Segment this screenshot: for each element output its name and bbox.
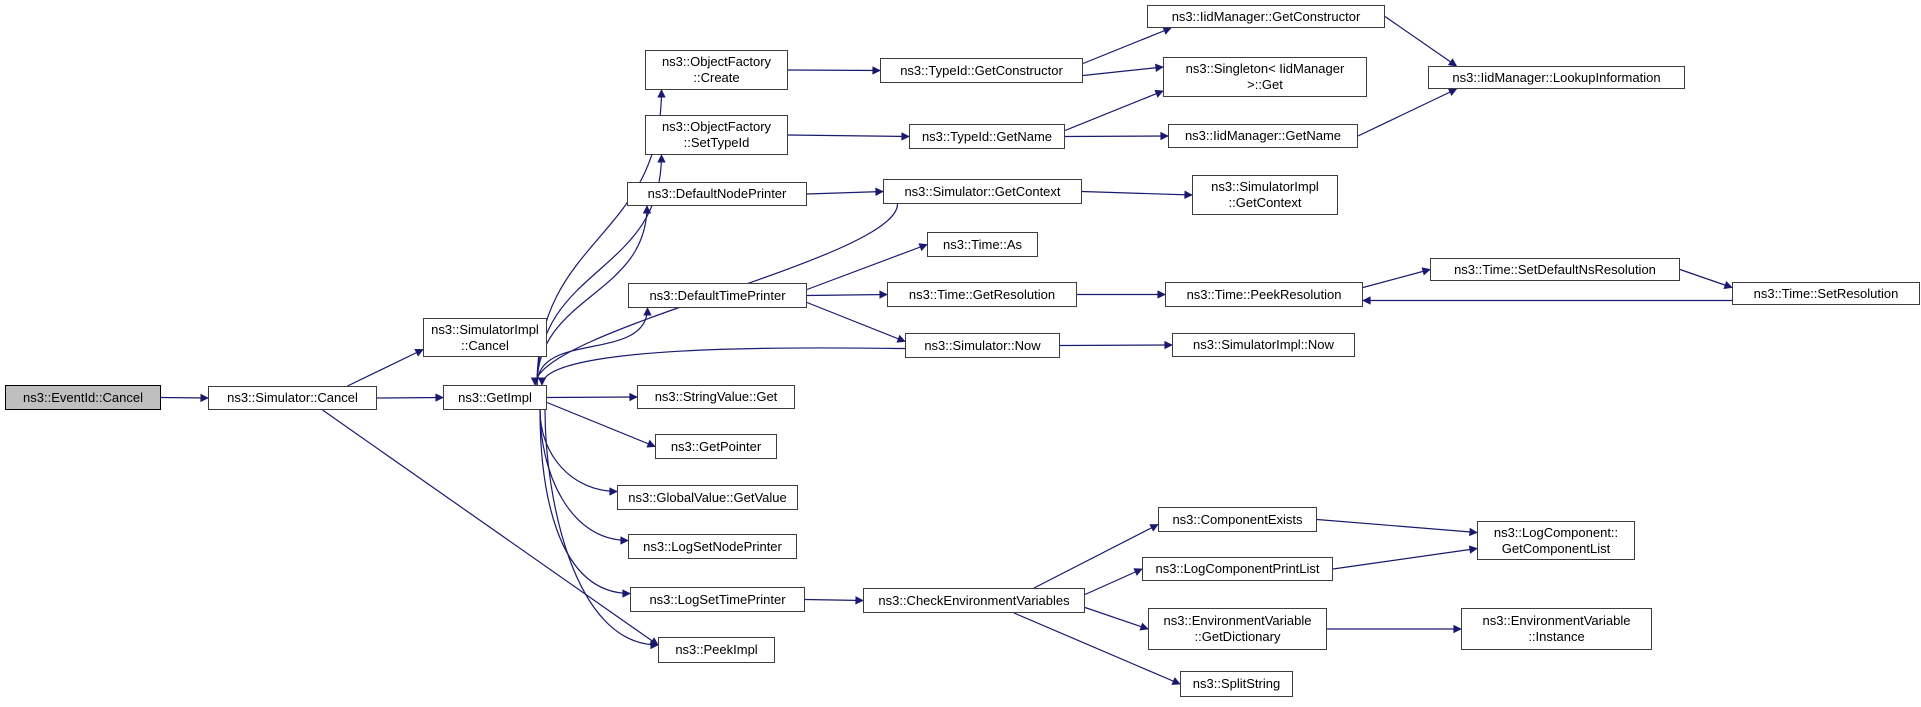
graph-node-label: ns3::EnvironmentVariable — [1482, 613, 1631, 629]
graph-node-time-setdefaultnsresolution[interactable] — [1430, 258, 1680, 281]
graph-node-label: ns3::DefaultTimePrinter — [649, 287, 786, 303]
graph-node-label: ns3::ComponentExists — [1172, 511, 1303, 527]
graph-node-label: ns3::EnvironmentVariable — [1163, 613, 1312, 629]
graph-node-label: ns3::Simulator::GetContext — [904, 183, 1061, 199]
graph-edge-simulator-cancel--getimpl — [377, 398, 443, 399]
graph-node-iidmanager-getconstructor[interactable] — [1147, 5, 1385, 28]
graph-node-singleton-iidmanager-get[interactable] — [1163, 57, 1367, 97]
graph-edge-defaulttimeprinter--simulator-now — [807, 303, 905, 342]
graph-node-iidmanager-lookupinformation[interactable] — [1428, 66, 1685, 89]
graph-node-label: ::Instance — [1528, 629, 1585, 644]
graph-edge-checkenvironmentvariables--logcomponentprintlist — [1085, 569, 1142, 595]
graph-node-environmentvariable-getdictionary[interactable] — [1148, 608, 1327, 650]
graph-node-simulatorimpl-getcontext[interactable] — [1192, 175, 1338, 215]
graph-node-checkenvironmentvariables[interactable] — [863, 588, 1085, 613]
graph-node-defaultnodeprinter[interactable] — [627, 182, 807, 206]
graph-node-objectfactory-settypeid[interactable] — [645, 115, 788, 155]
graph-edge-getimpl--globalvalue-getvalue — [540, 410, 617, 492]
graph-edge-simulator-now--simulatorimpl-now — [1060, 345, 1172, 346]
graph-edge-time-peekresolution--time-setdefaultnsresolution — [1363, 270, 1430, 288]
graph-edge-typeid-getconstructor--singleton-iidmanager-get — [1083, 67, 1163, 76]
graph-edge-objectfactory-create--typeid-getconstructor — [788, 70, 880, 71]
graph-node-label: ns3::SplitString — [1192, 676, 1281, 692]
graph-edge-time-setdefaultnsresolution--time-setresolution — [1680, 270, 1732, 288]
graph-node-label: ns3::ObjectFactory — [661, 54, 772, 70]
graph-node-label: ::GetDictionary — [1194, 629, 1281, 644]
graph-node-label: ns3::Time::GetResolution — [908, 286, 1056, 302]
graph-edge-logcomponentprintlist--logcomponent-getcomponentlist — [1333, 549, 1477, 570]
graph-node-label: ns3::EventId::Cancel — [23, 389, 143, 405]
graph-node-label: ns3::IidManager::GetConstructor — [1171, 8, 1361, 24]
graph-node-simulator-cancel[interactable] — [208, 386, 377, 410]
graph-node-splitstring[interactable] — [1180, 671, 1293, 697]
graph-node-label: ::Create — [693, 70, 740, 85]
graph-node-label: ns3::Simulator::Cancel — [227, 390, 358, 406]
graph-edge-objectfactory-settypeid--typeid-getname — [788, 135, 909, 137]
graph-node-label: ns3::Singleton< IidManager — [1185, 61, 1345, 77]
graph-node-time-peekresolution[interactable] — [1165, 282, 1363, 307]
graph-node-logcomponentprintlist[interactable] — [1142, 557, 1333, 581]
graph-node-label: ns3::SimulatorImpl::Now — [1193, 337, 1334, 353]
graph-node-label: ns3::TypeId::GetName — [921, 128, 1053, 144]
graph-node-label: GetComponentList — [1501, 540, 1611, 556]
graph-edge-defaulttimeprinter--time-getresolution — [807, 295, 887, 296]
graph-node-iidmanager-getname[interactable] — [1168, 124, 1358, 148]
graph-node-label: ns3::Simulator::Now — [924, 337, 1041, 353]
graph-node-label: ns3::GlobalValue::GetValue — [628, 489, 787, 505]
graph-node-label: ns3::Time::PeekResolution — [1186, 286, 1342, 302]
graph-node-simulatorimpl-now[interactable] — [1172, 333, 1355, 357]
graph-edge-componentexists--logcomponent-getcomponentlist — [1317, 520, 1477, 533]
graph-node-label: ns3::LogComponentPrintList — [1155, 561, 1320, 577]
graph-node-peekimpl[interactable] — [658, 637, 775, 663]
graph-edge-iidmanager-getconstructor--iidmanager-lookupinformation — [1385, 17, 1457, 67]
graph-node-componentexists[interactable] — [1158, 507, 1317, 532]
graph-node-label: ns3::LogComponent:: — [1493, 524, 1619, 540]
graph-node-simulatorimpl-cancel[interactable] — [423, 318, 547, 357]
graph-edge-getimpl--objectfactory-create — [537, 90, 662, 385]
graph-edge-getimpl--stringvalue-get — [547, 397, 637, 398]
graph-edge-simulator-getcontext--simulatorimpl-getcontext — [1082, 192, 1192, 196]
graph-node-label: ns3::ObjectFactory — [661, 119, 772, 135]
graph-edge-simulator-cancel--simulatorimpl-cancel — [348, 350, 424, 387]
graph-node-label: ns3::GetPointer — [670, 438, 762, 454]
graph-node-simulator-now[interactable] — [905, 333, 1060, 358]
graph-node-label: ::SetTypeId — [683, 135, 750, 150]
graph-node-label: ns3::Time::SetResolution — [1753, 285, 1899, 301]
graph-node-label: ns3::StringValue::Get — [654, 389, 778, 405]
graph-node-label: ::Cancel — [461, 337, 509, 353]
graph-edge-eventid-cancel--simulator-cancel — [161, 398, 208, 399]
graph-node-label: ns3::SimulatorImpl — [1211, 179, 1319, 195]
graph-node-label: ::GetContext — [1228, 195, 1302, 210]
graph-node-eventid-cancel — [5, 385, 161, 410]
graph-node-logsettimeprinter[interactable] — [630, 587, 805, 612]
graph-edge-simulator-now--getimpl — [542, 348, 905, 385]
graph-edge-checkenvironmentvariables--environmentvariable-getdictionary — [1085, 608, 1148, 630]
graph-node-typeid-getconstructor[interactable] — [880, 58, 1083, 83]
graph-node-label: ns3::LogSetTimePrinter — [649, 591, 786, 607]
graph-edge-typeid-getname--iidmanager-getname — [1065, 136, 1168, 137]
graph-node-label: ns3::IidManager::GetName — [1184, 128, 1342, 144]
graph-node-label: ns3::PeekImpl — [675, 642, 758, 658]
graph-edge-checkenvironmentvariables--componentexists — [1034, 525, 1158, 589]
graph-node-defaulttimeprinter[interactable] — [628, 283, 807, 308]
graph-edge-defaultnodeprinter--simulator-getcontext — [807, 192, 883, 195]
graph-edge-typeid-getname--singleton-iidmanager-get — [1065, 91, 1163, 131]
graph-node-time-setresolution[interactable] — [1732, 282, 1920, 305]
graph-node-logcomponent-getcomponentlist[interactable] — [1477, 521, 1635, 560]
graph-node-stringvalue-get[interactable] — [637, 385, 795, 409]
graph-node-typeid-getname[interactable] — [909, 124, 1065, 149]
graph-node-label: ns3::GetImpl — [458, 389, 532, 405]
graph-node-label: ns3::LogSetNodePrinter — [643, 538, 782, 554]
graph-edge-getimpl--getpointer — [547, 403, 655, 447]
graph-node-label: ns3::IidManager::LookupInformation — [1452, 69, 1661, 85]
graph-node-time-as[interactable] — [927, 232, 1038, 257]
graph-node-label: ns3::Time::SetDefaultNsResolution — [1454, 261, 1656, 277]
graph-edge-logsettimeprinter--checkenvironmentvariables — [805, 600, 863, 601]
graph-node-getpointer[interactable] — [655, 434, 777, 459]
graph-node-label: ns3::SimulatorImpl — [431, 321, 539, 337]
graph-node-label: ns3::DefaultNodePrinter — [647, 186, 787, 202]
graph-node-label: >::Get — [1247, 77, 1283, 92]
graph-edge-simulator-cancel--peekimpl — [323, 410, 659, 645]
graph-node-getimpl[interactable] — [443, 385, 547, 410]
graph-edge-iidmanager-getname--iidmanager-lookupinformation — [1358, 89, 1457, 136]
graph-node-logsetnodeprinter[interactable] — [628, 534, 797, 559]
graph-node-time-getresolution[interactable] — [887, 282, 1077, 307]
graph-node-label: ns3::CheckEnvironmentVariables — [878, 592, 1070, 608]
graph-node-globalvalue-getvalue[interactable] — [617, 485, 798, 510]
graph-node-objectfactory-create[interactable] — [645, 50, 788, 90]
graph-node-simulator-getcontext[interactable] — [883, 179, 1082, 204]
graph-node-label: ns3::TypeId::GetConstructor — [900, 62, 1063, 78]
graph-edge-typeid-getconstructor--iidmanager-getconstructor — [1083, 28, 1171, 64]
graph-node-environmentvariable-instance[interactable] — [1461, 608, 1652, 650]
graph-node-label: ns3::Time::As — [943, 236, 1022, 252]
